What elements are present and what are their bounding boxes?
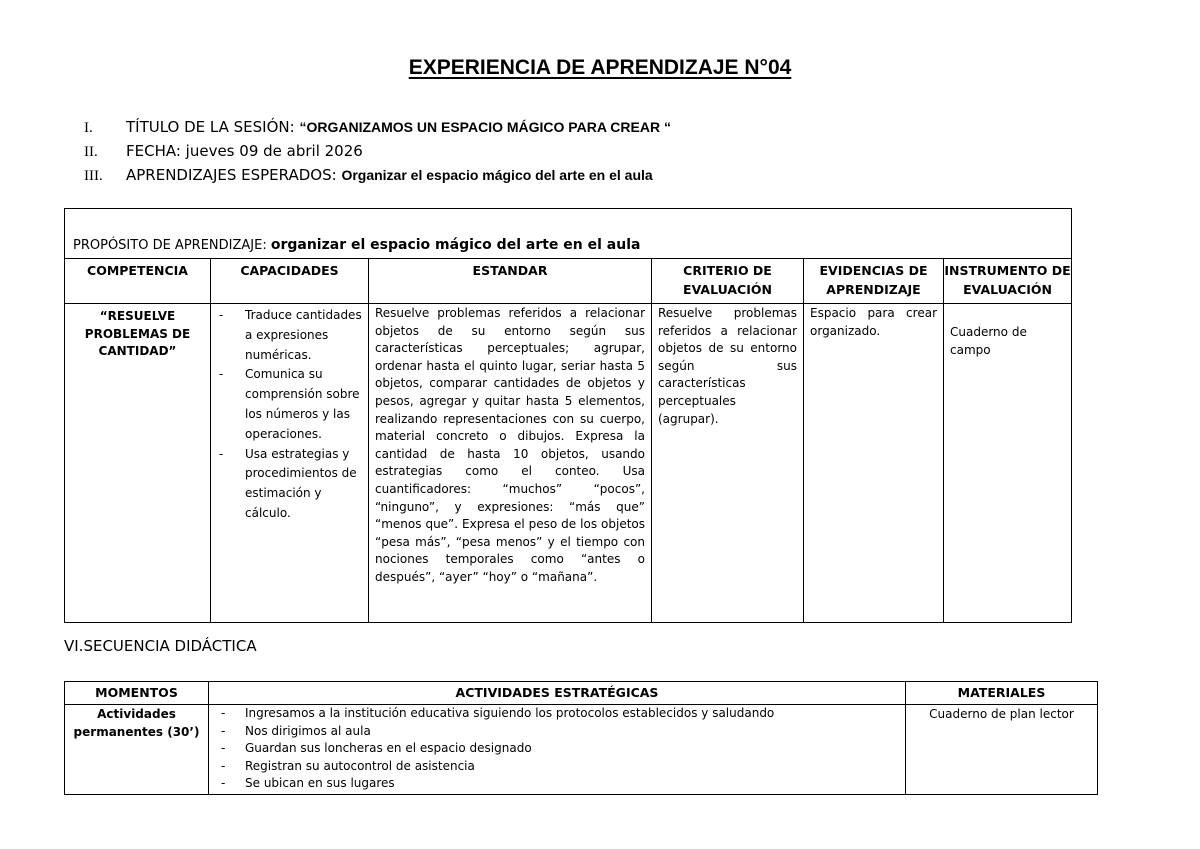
list-item: - Nos dirigimos al aula: [221, 723, 905, 741]
evidencias-cell: Espacio para crear organizado.: [804, 304, 944, 623]
purpose-value: organizar el espacio mágico del arte en el aula: [270, 237, 641, 253]
learning-plan-table: [64, 208, 1072, 623]
header-criterio: CRITERIO DE EVALUACIÓN: [652, 259, 804, 304]
list-item: - Guardan sus loncheras en el espacio designado: [221, 740, 905, 758]
info-item-session-title: [84, 117, 671, 138]
info-number: I.: [84, 120, 93, 136]
header-materiales: MATERIALES: [906, 682, 1098, 705]
header-momentos: MOMENTOS: [65, 682, 209, 705]
purpose-label: PROPÓSITO DE APRENDIZAJE:: [73, 238, 271, 253]
estandar-cell: Resuelve problemas referidos a relacionar objetos de su entorno según sus características perceptuales; agrupar, ordenar hasta el quinto lugar, seriar hasta 5 objetos, comparar cantidades de objetos y pesos, agregar y quitar hasta 5 elementos, realizando representaciones con su cuerpo, material concreto o dibujos. Expresa la cantidad de hasta 10 objetos, usando estrategias como el conteo. Usa cuantificadores: “muchos” “pocos”, “ninguno”, y expresiones: “más que” “menos que”. Expresa el peso de los objetos “pesa más”, “pesa menos” y el tiempo con nociones temporales como “antes o después”, “ayer” “hoy” o “mañana”.: [369, 304, 652, 623]
list-item: - Se ubican en sus lugares: [221, 775, 905, 793]
header-instrumento: INSTRUMENTO DE EVALUACIÓN: [944, 259, 1072, 304]
header-row: [65, 682, 1098, 705]
list-item: - Ingresamos a la institución educativa siguiendo los protocolos establecidos y saludando: [221, 705, 905, 723]
list-item: - Usa estrategias y procedimientos de estimación y cálculo.: [219, 445, 362, 524]
list-item: - Traduce cantidades a expresiones numéricas.: [219, 306, 362, 365]
info-number: III.: [84, 168, 103, 184]
actividades-cell: [209, 705, 906, 795]
header-competencia: COMPETENCIA: [65, 259, 211, 304]
list-item: - Registran su autocontrol de asistencia: [221, 758, 905, 776]
header-row: [65, 259, 1072, 304]
info-value: “ORGANIZAMOS UN ESPACIO MÁGICO PARA CREAR “: [299, 119, 671, 135]
section-title: VI.SECUENCIA DIDÁCTICA: [64, 637, 257, 655]
capacidades-cell: [211, 304, 369, 623]
materiales-cell: Cuaderno de plan lector: [906, 705, 1098, 795]
info-label: FECHA: jueves 09 de abril 2026: [126, 142, 363, 160]
document-title: EXPERIENCIA DE APRENDIZAJE N°04: [408, 56, 792, 79]
header-estandar: ESTANDAR: [369, 259, 652, 304]
actividades-list: [209, 705, 905, 793]
capacidades-list: [211, 306, 368, 524]
info-item-date: [84, 141, 363, 162]
header-capacidades: CAPACIDADES: [211, 259, 369, 304]
info-number: II.: [84, 144, 98, 160]
table-row: [65, 304, 1072, 623]
purpose-row: [65, 209, 1072, 259]
momento-cell: Actividades permanentes (30’): [65, 705, 209, 795]
instrumento-cell: Cuaderno de campo: [944, 304, 1072, 623]
header-actividades: ACTIVIDADES ESTRATÉGICAS: [209, 682, 906, 705]
info-value: Organizar el espacio mágico del arte en el aula: [341, 167, 653, 183]
info-label: TÍTULO DE LA SESIÓN:: [126, 118, 300, 136]
info-label: APRENDIZAJES ESPERADOS:: [126, 166, 342, 184]
list-item: - Comunica su comprensión sobre los números y las operaciones.: [219, 365, 362, 444]
table-row: [65, 705, 1098, 795]
didactic-sequence-table: [64, 681, 1098, 795]
purpose-cell: [65, 209, 1072, 259]
criterio-cell: Resuelve problemas referidos a relacionar objetos de su entorno según sus características perceptuales (agrupar).: [652, 304, 804, 623]
header-evidencias: EVIDENCIAS DE APRENDIZAJE: [804, 259, 944, 304]
competencia-cell: “RESUELVE PROBLEMAS DE CANTIDAD”: [65, 304, 211, 623]
info-item-expected-learning: [84, 165, 653, 186]
